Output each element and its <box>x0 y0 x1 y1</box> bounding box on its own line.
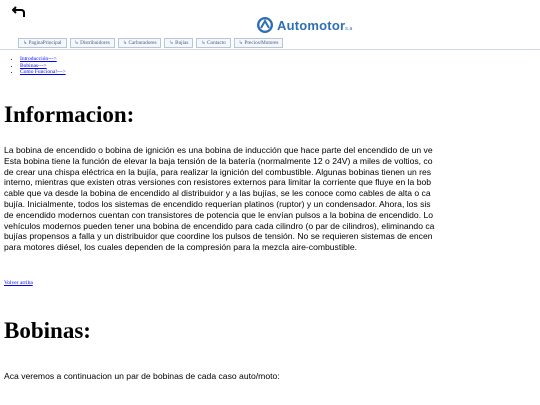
paragraph-line: de crear una chispa eléctrica en la bujía, para realizar la ignición del combustible. Algunas bobinas tienen un res <box>4 166 432 177</box>
nav-item-precios-motores[interactable]: ↳ Precios/Motores <box>234 38 284 48</box>
nav-item-carburadores[interactable]: ↳ Carburadores <box>118 38 162 48</box>
logo-emblem-icon <box>256 16 274 34</box>
paragraph-line: La bobina de encendido o bobina de ignición es una bobina de inducción que hace parte del encendido de un ve <box>4 145 433 155</box>
section-heading-bobinas: Bobinas: <box>4 318 91 343</box>
nav-bar <box>0 38 540 50</box>
paragraph-line: para motores diésel, los cuales dependen de la compresión para la mezcla aire-combustible. <box>4 242 358 253</box>
toc-link-introduccion[interactable]: Introducción---> <box>20 56 57 62</box>
nav-item-pagina-principal[interactable]: ↳ PaginaPrincipal <box>18 38 67 48</box>
toc-item <box>20 69 66 76</box>
nav-item-distribuidores[interactable]: ↳ Distribuidores <box>70 38 115 48</box>
back-to-top-link[interactable]: Volver arriba <box>4 280 33 286</box>
paragraph-line: bujía. Inicialmente, todos los sistemas de encendido requerían platinos (ruptor) y un condensador. Ahora, los sis <box>4 198 431 209</box>
table-of-contents <box>0 56 66 76</box>
nav-item-bujias[interactable]: ↳ Bujias <box>164 38 193 48</box>
section-heading-informacion: Informacion: <box>4 102 135 127</box>
toc-link-como-funciona[interactable]: Como Funciona!---> <box>20 69 66 75</box>
paragraph-line: vehículos modernos pueden tener una bobina de encendido para cada cilindro (o par de cilindros), eliminando ca <box>4 220 435 231</box>
site-logo[interactable] <box>256 14 353 36</box>
paragraph-line: interno, mientras que existen otras versiones con resistores externos para limitar la corriente que fluye en la bob <box>4 177 432 188</box>
back-icon[interactable] <box>6 2 32 22</box>
paragraph-line: de encendido modernos cuentan con transistores de potencia que le envían pulsos a la bobina de encendido. Lo <box>4 209 434 220</box>
toc-link-bobinas[interactable]: Bobinas---> <box>20 62 47 69</box>
nav-item-contacto[interactable]: ↳ Contacto <box>196 38 230 48</box>
paragraph-line: bujías propensos a falla y un distribuidor que coordine los pulsos de tensión. No se requieren sistemas de encen <box>4 231 433 242</box>
paragraph-line: Esta bobina tiene la función de elevar la baja tensión de la batería (normalmente 12 o 24V) a miles de voltios, co <box>4 155 433 166</box>
paragraph-line: cable que va desde la bobina de encendido al distribuidor y a las bujías, se les conoce como cables de alta o ca <box>4 188 431 199</box>
logo-text: Automotors.a <box>277 17 353 33</box>
bobinas-intro-text: Aca veremos a continuacion un par de bobinas de cada caso auto/moto: <box>4 371 280 381</box>
informacion-paragraph <box>4 145 540 253</box>
